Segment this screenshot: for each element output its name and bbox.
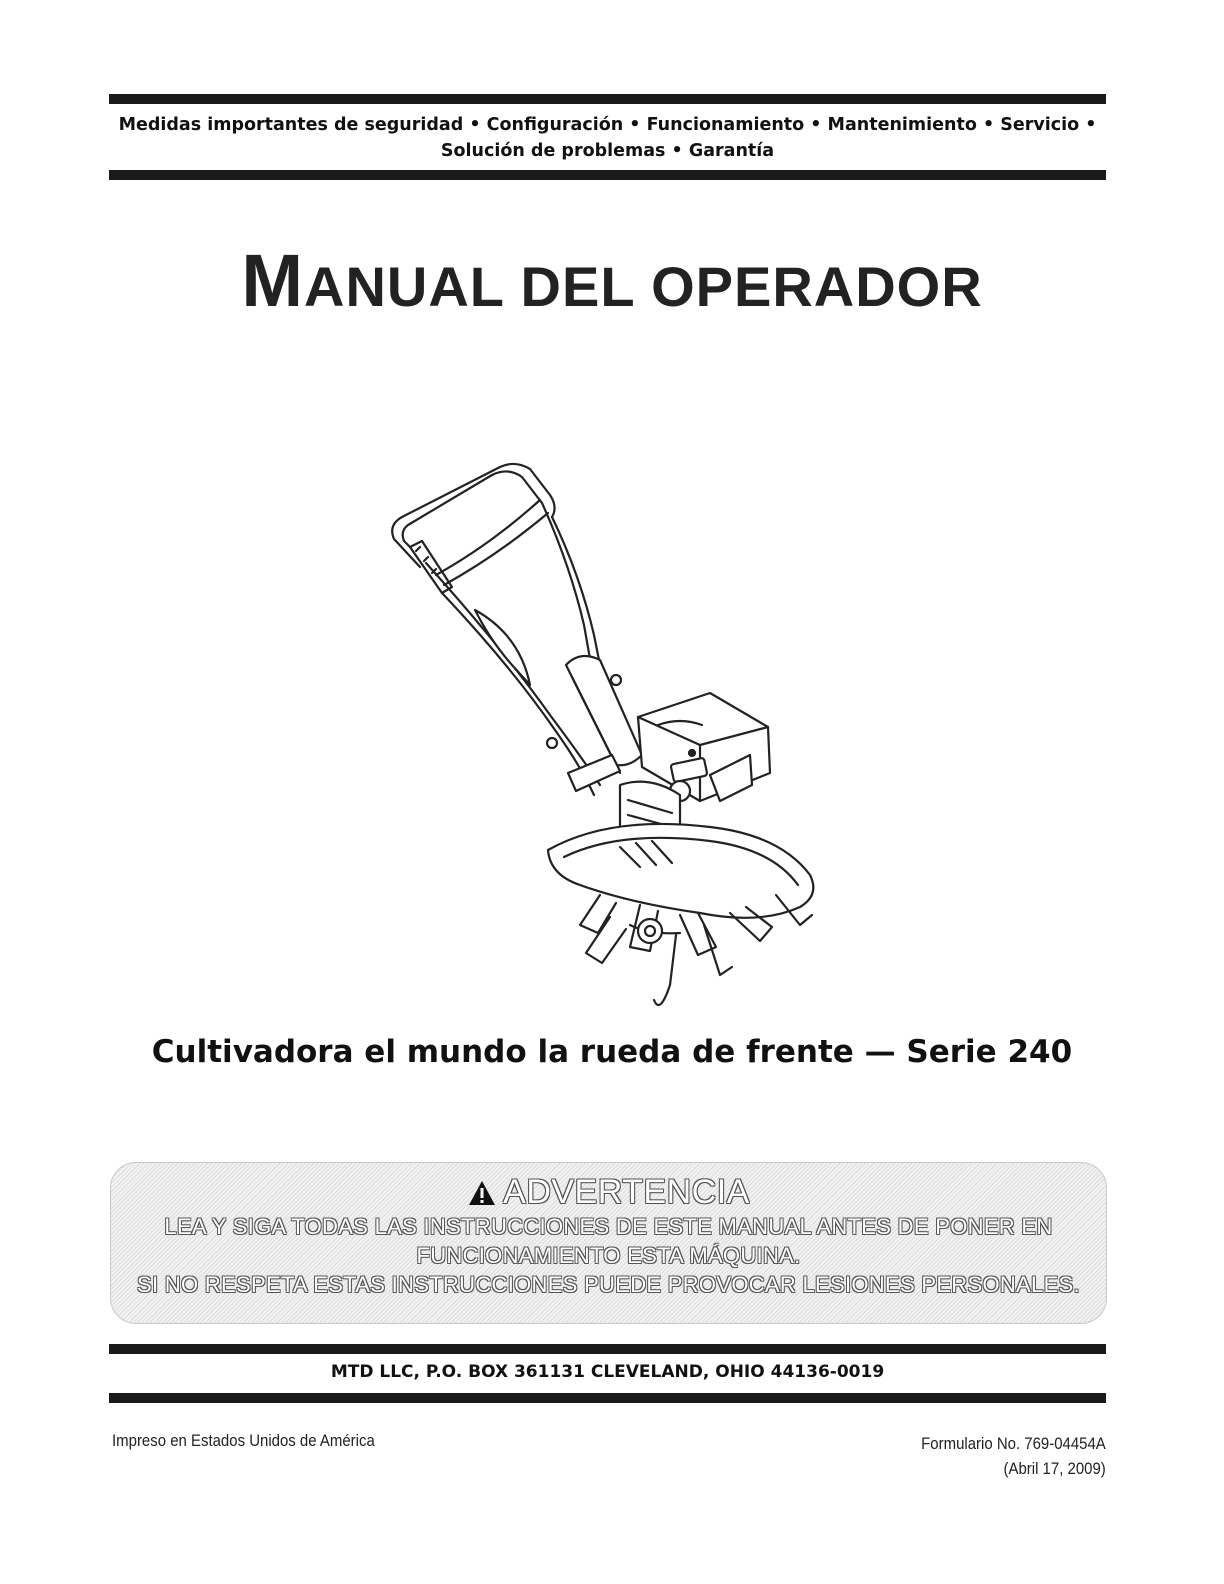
warning-title: ADVERTENCIA xyxy=(503,1173,750,1211)
form-info xyxy=(921,1431,1106,1481)
warning-line-3: SI NO RESPETA ESTAS INSTRUCCIONES PUEDE PROVOCAR LESIONES PERSONALES. xyxy=(137,1272,1080,1297)
page-title xyxy=(0,238,1224,323)
company-address: MTD LLC, P.O. BOX 361131 CLEVELAND, OHIO 44136-0019 xyxy=(330,1362,885,1382)
section-list-line-2: Solución de problemas • Garantía xyxy=(440,141,775,161)
bottom-rule xyxy=(109,1344,1106,1354)
warning-box xyxy=(110,1162,1107,1324)
section-list xyxy=(109,112,1106,164)
warning-line-1: LEA Y SIGA TODAS LAS INSTRUCCIONES DE ESTE MANUAL ANTES DE PONER EN xyxy=(164,1214,1053,1239)
bottom-rule-lower xyxy=(109,1393,1106,1403)
warning-triangle-icon xyxy=(467,1179,497,1207)
warning-line-2: FUNCIONAMIENTO ESTA MÁQUINA. xyxy=(416,1243,801,1268)
title-rest: ANUAL DEL OPERADOR xyxy=(304,255,983,318)
form-date: (Abril 17, 2009) xyxy=(1003,1459,1106,1478)
form-number: Formulario No. 769-04454A xyxy=(921,1434,1106,1453)
top-rule-lower xyxy=(109,170,1106,180)
warning-heading xyxy=(111,1173,1106,1212)
top-rule xyxy=(109,94,1106,104)
product-subtitle: Cultivadora el mundo la rueda de frente — Serie 240 xyxy=(151,1034,1073,1070)
front-tine-tiller-illustration xyxy=(380,455,840,1015)
printed-in: Impreso en Estados Unidos de América xyxy=(112,1431,375,1450)
section-list-line-1: Medidas importantes de seguridad • Configuración • Funcionamiento • Mantenimiento • Servicio • xyxy=(118,115,1097,135)
title-initial: M xyxy=(241,239,304,322)
